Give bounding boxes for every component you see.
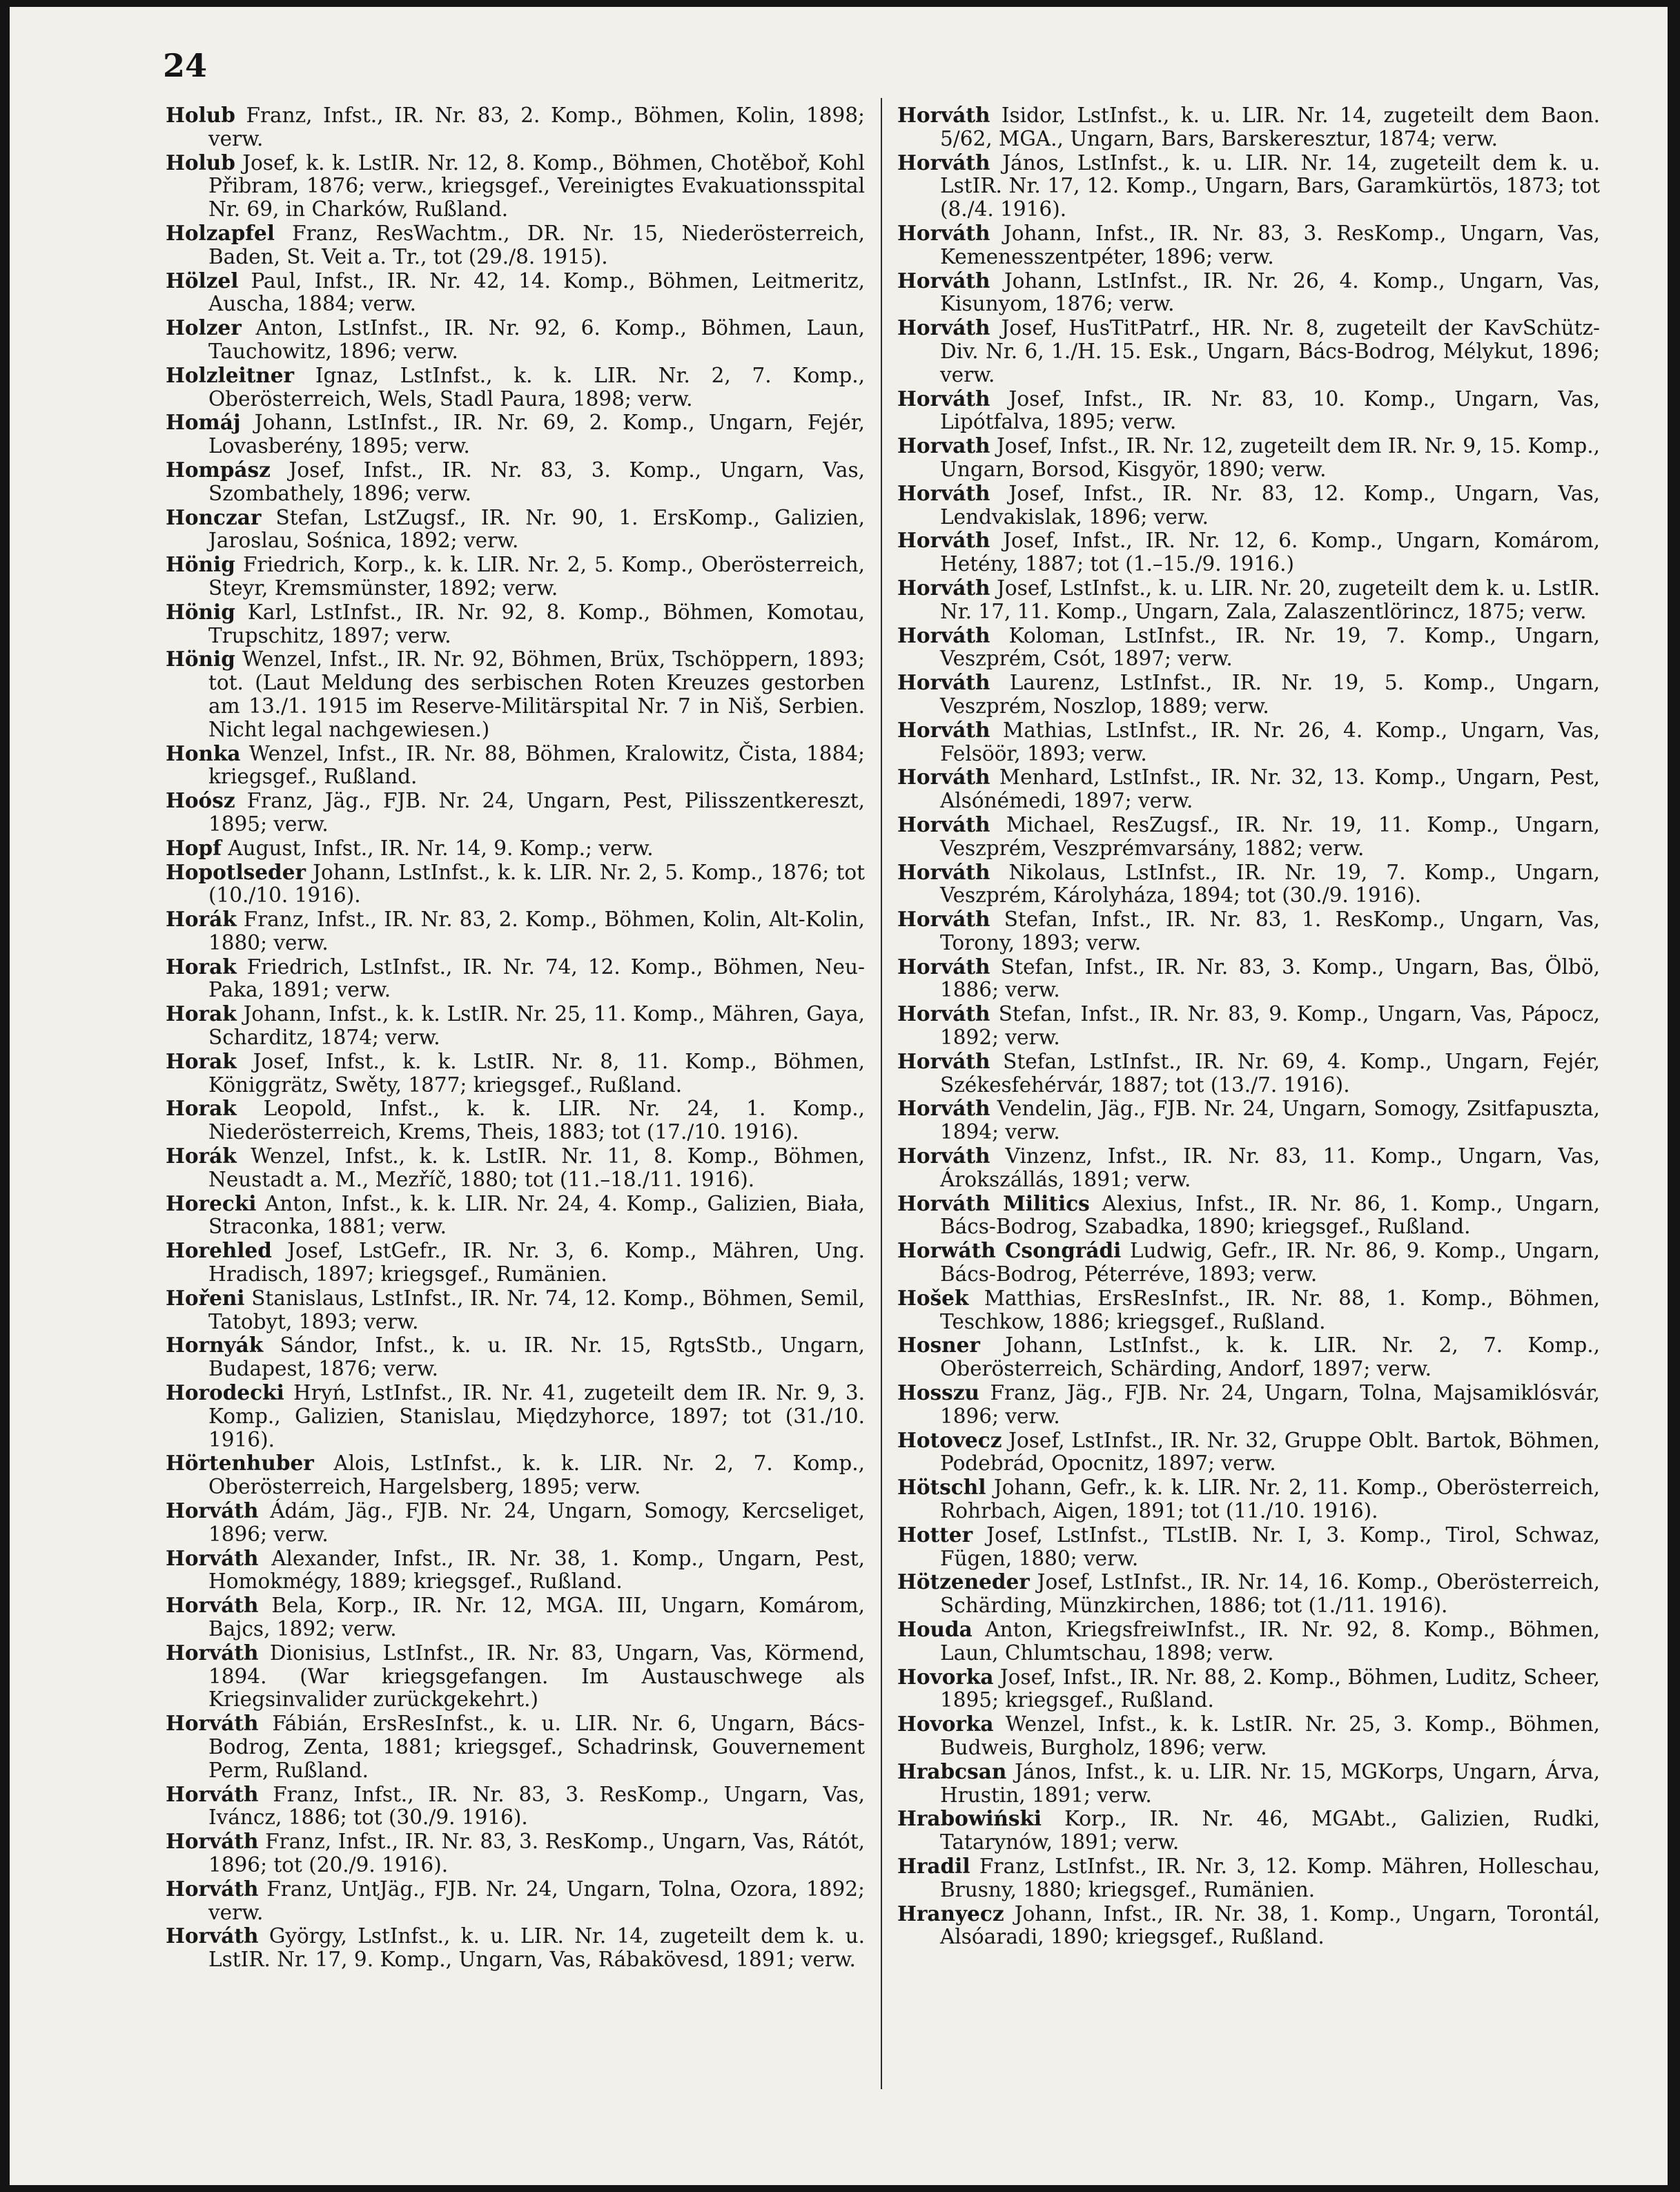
- entry-details: Josef, Infst., IR. Nr. 83, 12. Komp., Ungarn, Vas, Lendvakislak, 1896; verw.: [940, 481, 1601, 529]
- register-entry: [166, 222, 865, 269]
- entry-details: Stefan, LstZugsf., IR. Nr. 90, 1. ErsKomp., Galizien, Jaroslau, Sośnica, 1892; verw.: [208, 505, 865, 553]
- register-entry: [897, 1239, 1600, 1286]
- entry-details: Johann, Infst., k. k. LstIR. Nr. 25, 11. Komp., Mähren, Gaya, Scharditz, 1874; verw.: [208, 1002, 865, 1050]
- entry-surname: Horodecki: [166, 1380, 284, 1405]
- entry-details: Franz, Infst., IR. Nr. 83, 2. Komp., Böhmen, Kolin, 1898; verw.: [208, 104, 865, 150]
- entry-surname: Horak: [166, 1001, 237, 1026]
- entry-details: Josef, LstGefr., IR. Nr. 3, 6. Komp., Mähren, Ung. Hradisch, 1897; kriegsgef., Rumänien.: [208, 1239, 865, 1286]
- entry-details: Wenzel, Infst., IR. Nr. 92, Böhmen, Brüx, Tschöppern, 1893; tot. (Laut Meldung des serbischen Roten Kreuzes gestorben am 13./1. 1915 im Reserve-Militärspital Nr. 7 in Niš, Serbien. Nicht legal nachgewiesen.): [208, 647, 865, 741]
- entry-details: Franz, LstInfst., IR. Nr. 3, 12. Komp. Mähren, Holleschau, Brusny, 1880; kriegsgef., Rumänien.: [940, 1854, 1600, 1901]
- entry-details: Franz, Infst., IR. Nr. 83, 3. ResKomp., Ungarn, Vas, Iváncz, 1886; tot (30./9. 1916).: [208, 1782, 865, 1830]
- entry-surname: Hosner: [897, 1333, 980, 1358]
- entry-details: Josef, Infst., IR. Nr. 12, 6. Komp., Ungarn, Komárom, Hetény, 1887; tot (1.–15./9. 1916.): [940, 529, 1600, 576]
- entry-details: Josef, k. k. LstIR. Nr. 12, 8. Komp., Böhmen, Chotěboř, Kohl Přibram, 1876; verw., kriegsgef., Vereinigtes Evakuationsspital Nr. 69, in Charków, Rußland.: [208, 150, 865, 222]
- entry-details: János, Infst., k. u. LIR. Nr. 15, MGKorps, Ungarn, Árva, Hrustin, 1891; verw.: [940, 1759, 1600, 1807]
- entry-details: Johann, LstInfst., IR. Nr. 69, 2. Komp., Ungarn, Fejér, Lovasberény, 1895; verw.: [208, 411, 865, 458]
- entry-surname: Holzer: [166, 315, 242, 340]
- register-entry: [166, 600, 865, 648]
- register-entry: [897, 222, 1600, 269]
- entry-details: Josef, Infst., IR. Nr. 88, 2. Komp., Böhmen, Luditz, Scheer, 1895; kriegsgef., Rußland.: [940, 1665, 1600, 1712]
- entry-surname: Honczar: [166, 505, 262, 529]
- register-entry: [897, 269, 1600, 317]
- entry-surname: Horák: [166, 1144, 237, 1168]
- register-entry: [897, 1381, 1600, 1429]
- register-entry: [897, 387, 1600, 435]
- entry-surname: Hotovecz: [897, 1427, 1002, 1452]
- entry-details: János, LstInfst., k. u. LIR. Nr. 14, zugeteilt dem k. u. LstIR. Nr. 17, 12. Komp., Ungarn, Bars, Garamkürtös, 1873; tot (8./4. 1916).: [940, 150, 1600, 222]
- register-entry: [897, 1144, 1600, 1192]
- entry-details: Johann, LstInfst., k. k. LIR. Nr. 2, 5. Komp., 1876; tot (10./10. 1916).: [208, 860, 865, 908]
- register-entry: [897, 813, 1600, 861]
- entry-surname: Hopf: [166, 835, 222, 860]
- register-entry: [166, 1144, 865, 1192]
- entry-surname: Horváth: [166, 1711, 259, 1736]
- entry-surname: Horváth: [166, 1640, 259, 1665]
- entry-details: Franz, Jäg., FJB. Nr. 24, Ungarn, Tolna, Majsamiklósvár, 1896; verw.: [940, 1381, 1600, 1428]
- register-entry: [166, 1097, 865, 1144]
- register-entry: [166, 1192, 865, 1240]
- entry-details: Josef, Infst., IR. Nr. 12, zugeteilt dem IR. Nr. 9, 15. Komp., Ungarn, Borsod, Kisgyör, 1890; verw.: [940, 434, 1600, 481]
- register-entry: [897, 316, 1600, 386]
- entry-surname: Horváth: [166, 1593, 259, 1618]
- entry-details: Josef, LstInfst., TLstIB. Nr. I, 3. Komp., Tirol, Schwaz, Fügen, 1880; verw.: [940, 1523, 1600, 1570]
- entry-surname: Holzleitner: [166, 362, 295, 387]
- entry-surname: Hrabowiński: [897, 1806, 1042, 1831]
- register-entry: [897, 1192, 1600, 1240]
- entry-surname: Horváth: [166, 1498, 259, 1523]
- entry-surname: Horváth: [897, 315, 990, 340]
- entry-surname: Hovorka: [897, 1664, 994, 1689]
- register-entry: [166, 1547, 865, 1594]
- entry-details: Anton, Infst., k. k. LIR. Nr. 24, 4. Komp., Galizien, Biała, Straconka, 1881; verw.: [208, 1191, 865, 1239]
- entry-surname: Horváth: [897, 717, 990, 742]
- register-entry: [897, 1665, 1600, 1713]
- entry-details: Hryń, LstInfst., IR. Nr. 41, zugeteilt dem IR. Nr. 9, 3. Komp., Galizien, Stanislau, Międzyhorce, 1897; tot (31./10. 1916).: [208, 1381, 865, 1451]
- document-page: [10, 7, 1668, 2185]
- register-entry: [166, 647, 865, 741]
- register-entry: [897, 482, 1600, 529]
- register-entry: [166, 1594, 865, 1641]
- entry-surname: Hovorka: [897, 1712, 994, 1736]
- register-entry: [897, 718, 1600, 766]
- entry-surname: Horváth: [166, 1781, 259, 1806]
- register-entry: [166, 836, 865, 861]
- entry-details: Josef, Infst., IR. Nr. 83, 10. Komp., Ungarn, Vas, Lipótfalva, 1895; verw.: [940, 386, 1601, 434]
- entry-surname: Houda: [897, 1617, 973, 1641]
- entry-details: Sándor, Infst., k. u. IR. Nr. 15, RgtsStb., Ungarn, Budapest, 1876; verw.: [208, 1333, 865, 1381]
- register-entry: [166, 1451, 865, 1499]
- register-entry: [897, 624, 1600, 672]
- register-entry: [897, 765, 1600, 813]
- entry-details: Johann, LstInfst., k. k. LIR. Nr. 2, 7. Komp., Oberösterreich, Schärding, Andorf, 1897; verw.: [940, 1333, 1600, 1381]
- register-entry: [166, 1499, 865, 1547]
- entry-surname: Horváth Militics: [897, 1191, 1090, 1215]
- entry-details: Josef, LstInfst., IR. Nr. 14, 16. Komp., Oberösterreich, Schärding, Münzkirchen, 1886; tot (1./11. 1916).: [940, 1570, 1600, 1618]
- entry-surname: Horváth: [897, 1096, 990, 1121]
- entry-surname: Honka: [166, 741, 241, 765]
- entry-details: Josef, Infst., IR. Nr. 83, 3. Komp., Ungarn, Vas, Szombathely, 1896; verw.: [208, 458, 865, 505]
- entry-surname: Horváth: [897, 670, 990, 695]
- entry-surname: Hötzeneder: [897, 1569, 1030, 1594]
- register-entry: [897, 434, 1600, 482]
- entry-surname: Hönig: [166, 552, 235, 577]
- entry-surname: Horváth: [166, 1545, 259, 1570]
- entry-details: Leopold, Infst., k. k. LIR. Nr. 24, 1. Komp., Niederösterreich, Krems, Theis, 1883; tot (17./10. 1916).: [208, 1097, 865, 1144]
- entry-surname: Holub: [166, 150, 235, 175]
- entry-details: Dionisius, LstInfst., IR. Nr. 83, Ungarn, Vas, Körmend, 1894. (War kriegsgefangen. Im Austauschwege als Kriegsinvalider zurückgekehrt.): [208, 1641, 865, 1712]
- entry-details: Johann, LstInfst., IR. Nr. 26, 4. Komp., Ungarn, Vas, Kisunyom, 1876; verw.: [940, 268, 1600, 316]
- page-number: 24: [163, 47, 208, 84]
- entry-details: Stefan, LstInfst., IR. Nr. 69, 4. Komp., Ungarn, Fejér, Székesfehérvár, 1887; tot (13./7. 1916).: [940, 1049, 1600, 1097]
- register-entry: [166, 955, 865, 1003]
- entry-surname: Horváth: [897, 103, 990, 127]
- entry-details: Ludwig, Gefr., IR. Nr. 86, 9. Komp., Ungarn, Bács-Bodrog, Péterréve, 1893; verw.: [940, 1239, 1600, 1286]
- register-entry: [897, 1050, 1600, 1097]
- entry-details: Wenzel, Infst., k. k. LstIR. Nr. 25, 3. Komp., Böhmen, Budweis, Burgholz, 1896; verw.: [940, 1712, 1600, 1759]
- entry-surname: Horak: [166, 954, 237, 979]
- register-entry: [166, 104, 865, 151]
- register-entry: [897, 576, 1600, 624]
- entry-surname: Horwáth Csongrádi: [897, 1238, 1122, 1263]
- entry-surname: Hradil: [897, 1853, 970, 1878]
- register-entry: [166, 1783, 865, 1830]
- entry-details: Paul, Infst., IR. Nr. 42, 14. Komp., Böhmen, Leitmeritz, Auscha, 1884; verw.: [208, 268, 865, 316]
- entry-surname: Horváth: [897, 1001, 990, 1026]
- entry-surname: Hořeni: [166, 1285, 245, 1310]
- entry-surname: Holzapfel: [166, 220, 275, 245]
- register-entry: [897, 671, 1600, 718]
- entry-details: Franz, UntJäg., FJB. Nr. 24, Ungarn, Tolna, Ozora, 1892; verw.: [208, 1877, 865, 1924]
- register-entry: [166, 1712, 865, 1782]
- entry-surname: Hornyák: [166, 1333, 264, 1358]
- register-entry: [166, 411, 865, 458]
- register-entry: [166, 1830, 865, 1877]
- right-column: [897, 104, 1600, 1949]
- entry-details: Vendelin, Jäg., FJB. Nr. 24, Ungarn, Somogy, Zsitfapuszta, 1894; verw.: [940, 1097, 1600, 1144]
- register-entry: [897, 1618, 1600, 1665]
- register-entry: [166, 316, 865, 364]
- entry-surname: Horváth: [897, 1144, 990, 1168]
- register-entry: [897, 908, 1600, 955]
- entry-details: Stefan, Infst., IR. Nr. 83, 3. Komp., Ungarn, Bas, Ölbö, 1886; verw.: [940, 955, 1600, 1002]
- entry-details: Koloman, LstInfst., IR. Nr. 19, 7. Komp., Ungarn, Veszprém, Csót, 1897; verw.: [940, 623, 1600, 671]
- register-entry: [897, 529, 1600, 576]
- register-entry: [166, 1286, 865, 1334]
- register-entry: [166, 908, 865, 955]
- register-entry: [897, 1286, 1600, 1334]
- entry-surname: Horvath: [897, 433, 990, 458]
- register-entry: [897, 151, 1600, 222]
- register-entry: [897, 955, 1600, 1003]
- register-entry: [897, 1855, 1600, 1902]
- register-entry: [166, 1924, 865, 1972]
- entry-details: Ádám, Jäg., FJB. Nr. 24, Ungarn, Somogy, Kercseliget, 1896; verw.: [208, 1499, 865, 1546]
- register-entry: [166, 1050, 865, 1097]
- register-entry: [897, 1002, 1600, 1050]
- register-entry: [166, 506, 865, 554]
- entry-details: Wenzel, Infst., k. k. LstIR. Nr. 11, 8. Komp., Böhmen, Neustadt a. M., Mezříč, 1880; tot (11.–18./11. 1916).: [208, 1144, 865, 1191]
- register-entry: [897, 1570, 1600, 1618]
- entry-details: Franz, Infst., IR. Nr. 83, 2. Komp., Böhmen, Kolin, Alt-Kolin, 1880; verw.: [208, 908, 865, 955]
- entry-details: Matthias, ErsResInfst., IR. Nr. 88, 1. Komp., Böhmen, Teschkow, 1886; kriegsgef., Rußland.: [940, 1286, 1600, 1333]
- entry-details: Josef, LstInfst., IR. Nr. 32, Gruppe Oblt. Bartok, Böhmen, Podebrád, Opocnitz, 1897; verw.: [940, 1428, 1600, 1476]
- entry-details: Josef, LstInfst., k. u. LIR. Nr. 20, zugeteilt dem k. u. LstIR. Nr. 17, 11. Komp., Ungarn, Zala, Zalaszentlörincz, 1875; verw.: [940, 576, 1600, 623]
- entry-surname: Horváth: [897, 812, 990, 836]
- entry-surname: Hosszu: [897, 1380, 979, 1405]
- register-entry: [897, 1807, 1600, 1855]
- entry-details: Franz, Infst., IR. Nr. 83, 3. ResKomp., Ungarn, Vas, Rátót, 1896; tot (20./9. 1916).: [208, 1830, 865, 1877]
- entry-details: Johann, Infst., IR. Nr. 38, 1. Komp., Ungarn, Torontál, Alsóaradi, 1890; kriegsgef., Rußland.: [940, 1901, 1600, 1949]
- register-entry: [166, 1002, 865, 1050]
- entry-details: Mathias, LstInfst., IR. Nr. 26, 4. Komp., Ungarn, Vas, Felsöör, 1893; verw.: [940, 718, 1600, 765]
- entry-details: Stefan, Infst., IR. Nr. 83, 1. ResKomp., Ungarn, Vas, Torony, 1893; verw.: [940, 908, 1600, 955]
- column-divider: [881, 98, 882, 2089]
- register-entry: [897, 1429, 1600, 1476]
- entry-details: Anton, KriegsfreiwInfst., IR. Nr. 92, 8. Komp., Böhmen, Laun, Chlumtschau, 1898; verw.: [940, 1618, 1600, 1665]
- entry-details: Isidor, LstInfst., k. u. LIR. Nr. 14, zugeteilt dem Baon. 5/62, MGA., Ungarn, Bars, Barskeresztur, 1874; verw.: [940, 104, 1600, 150]
- entry-surname: Hrabcsan: [897, 1759, 1007, 1783]
- register-entry: [166, 364, 865, 411]
- entry-details: Alexander, Infst., IR. Nr. 38, 1. Komp., Ungarn, Pest, Homokmégy, 1889; kriegsgef., Rußland.: [208, 1546, 865, 1594]
- register-entry: [166, 151, 865, 222]
- entry-details: Johann, Infst., IR. Nr. 83, 3. ResKomp., Ungarn, Vas, Kemenesszentpéter, 1896; verw.: [940, 221, 1600, 268]
- entry-surname: Horváth: [897, 150, 990, 175]
- entry-surname: Hötschl: [897, 1475, 986, 1500]
- entry-details: Alexius, Infst., IR. Nr. 86, 1. Komp., Ungarn, Bács-Bodrog, Szabadka, 1890; kriegsgef., Rußland.: [940, 1191, 1600, 1239]
- entry-details: Stanislaus, LstInfst., IR. Nr. 74, 12. Komp., Böhmen, Semil, Tatobyt, 1893; verw.: [208, 1286, 865, 1333]
- entry-details: Franz, Jäg., FJB. Nr. 24, Ungarn, Pest, Pilisszentkereszt, 1895; verw.: [208, 789, 865, 836]
- register-entry: [166, 1333, 865, 1381]
- entry-details: Laurenz, LstInfst., IR. Nr. 19, 5. Komp., Ungarn, Veszprém, Noszlop, 1889; verw.: [940, 671, 1600, 718]
- entry-details: Vinzenz, Infst., IR. Nr. 83, 11. Komp., Ungarn, Vas, Árokszállás, 1891; verw.: [940, 1144, 1600, 1191]
- entry-details: Alois, LstInfst., k. k. LIR. Nr. 2, 7. Komp., Oberösterreich, Hargelsberg, 1895; verw.: [208, 1451, 865, 1499]
- entry-surname: Hotter: [897, 1522, 973, 1547]
- entry-surname: Horak: [166, 1048, 237, 1073]
- entry-surname: Horváth: [897, 954, 990, 979]
- entry-details: Friedrich, Korp., k. k. LIR. Nr. 2, 5. Komp., Oberösterreich, Steyr, Kremsmünster, 1892; verw.: [208, 553, 865, 600]
- register-entry: [897, 104, 1600, 151]
- entry-surname: Horváth: [897, 1048, 990, 1073]
- entry-surname: Horváth: [897, 623, 990, 647]
- entry-details: Wenzel, Infst., IR. Nr. 88, Böhmen, Kralowitz, Čista, 1884; kriegsgef., Rußland.: [208, 741, 865, 789]
- entry-details: Menhard, LstInfst., IR. Nr. 32, 13. Komp., Ungarn, Pest, Alsónémedi, 1897; verw.: [940, 765, 1600, 813]
- entry-surname: Horváth: [897, 907, 990, 932]
- register-entry: [166, 861, 865, 908]
- entry-surname: Holub: [166, 103, 235, 127]
- entry-surname: Horváth: [166, 1829, 259, 1854]
- entry-details: Stefan, Infst., IR. Nr. 83, 9. Komp., Ungarn, Vas, Pápocz, 1892; verw.: [940, 1002, 1600, 1050]
- entry-details: Ignaz, LstInfst., k. k. LIR. Nr. 2, 7. Komp., Oberösterreich, Wels, Stadl Paura, 1898; verw.: [208, 363, 865, 411]
- register-entry: [166, 553, 865, 600]
- entry-details: Michael, ResZugsf., IR. Nr. 19, 11. Komp., Ungarn, Veszprém, Veszprémvarsány, 1882; verw.: [940, 812, 1600, 860]
- entry-surname: Horváth: [897, 480, 990, 505]
- entry-surname: Hönig: [166, 599, 235, 624]
- entry-surname: Horváth: [897, 386, 990, 411]
- entry-surname: Hopotlseder: [166, 859, 306, 884]
- entry-details: György, LstInfst., k. u. LIR. Nr. 14, zugeteilt dem k. u. LstIR. Nr. 17, 9. Komp., Ungarn, Vas, Rábakövesd, 1891; verw.: [208, 1924, 865, 1972]
- entry-surname: Horecki: [166, 1191, 257, 1215]
- register-entry: [897, 1333, 1600, 1381]
- entry-surname: Hoósz: [166, 788, 235, 813]
- entry-surname: Horváth: [166, 1924, 259, 1948]
- entry-details: Karl, LstInfst., IR. Nr. 92, 8. Komp., Böhmen, Komotau, Trupschitz, 1897; verw.: [208, 600, 865, 647]
- entry-surname: Hörtenhuber: [166, 1451, 314, 1476]
- entry-surname: Hranyecz: [897, 1901, 1004, 1926]
- entry-surname: Horváth: [897, 220, 990, 245]
- entry-surname: Horváth: [897, 528, 990, 553]
- entry-surname: Hompász: [166, 457, 271, 482]
- entry-surname: Horák: [166, 907, 237, 932]
- entry-surname: Horváth: [897, 268, 990, 293]
- entry-surname: Horváth: [897, 575, 990, 600]
- register-entry: [897, 1760, 1600, 1808]
- register-entry: [897, 1476, 1600, 1523]
- entry-details: August, Infst., IR. Nr. 14, 9. Komp.; verw.: [228, 836, 654, 860]
- entry-surname: Horváth: [166, 1876, 259, 1901]
- register-entry: [166, 1239, 865, 1286]
- register-entry: [897, 1523, 1600, 1571]
- entry-surname: Horváth: [897, 859, 990, 884]
- entry-details: Friedrich, LstInfst., IR. Nr. 74, 12. Komp., Böhmen, Neu-Paka, 1891; verw.: [208, 955, 865, 1002]
- entry-details: Josef, HusTitPatrf., HR. Nr. 8, zugeteilt der KavSchütz-Div. Nr. 6, 1./H. 15. Esk., Ungarn, Bács-Bodrog, Mélykut, 1896; verw.: [940, 316, 1600, 386]
- register-entry: [897, 1902, 1600, 1950]
- entry-details: Korp., IR. Nr. 46, MGAbt., Galizien, Rudki, Tatarynów, 1891; verw.: [940, 1807, 1600, 1855]
- entry-details: Nikolaus, LstInfst., IR. Nr. 19, 7. Komp., Ungarn, Veszprém, Károlyháza, 1894; tot (30./9. 1916).: [940, 860, 1600, 908]
- entry-details: Josef, Infst., k. k. LstIR. Nr. 8, 11. Komp., Böhmen, Königgrätz, Swěty, 1877; kriegsgef., Rußland.: [208, 1049, 865, 1097]
- register-entry: [166, 742, 865, 790]
- entry-surname: Hölzel: [166, 268, 239, 293]
- register-entry: [166, 1381, 865, 1451]
- register-entry: [897, 1097, 1600, 1144]
- register-entry: [166, 1641, 865, 1712]
- register-entry: [166, 789, 865, 836]
- entry-details: Johann, Gefr., k. k. LIR. Nr. 2, 11. Komp., Oberösterreich, Rohrbach, Aigen, 1891; tot (11./10. 1916).: [940, 1476, 1600, 1523]
- entry-details: Franz, ResWachtm., DR. Nr. 15, Niederösterreich, Baden, St. Veit a. Tr., tot (29./8. 1915).: [208, 221, 865, 268]
- register-entry: [166, 269, 865, 317]
- register-entry: [897, 861, 1600, 908]
- entry-surname: Horváth: [897, 765, 990, 790]
- entry-surname: Horehled: [166, 1238, 272, 1263]
- entry-details: Fábián, ErsResInfst., k. u. LIR. Nr. 6, Ungarn, Bács-Bodrog, Zenta, 1881; kriegsgef., Schadrinsk, Gouvernement Perm, Rußland.: [208, 1712, 865, 1782]
- register-entry: [897, 1712, 1600, 1760]
- entry-surname: Hošek: [897, 1285, 969, 1310]
- left-column: [166, 104, 865, 1972]
- entry-surname: Homáj: [166, 410, 241, 435]
- entry-details: Anton, LstInfst., IR. Nr. 92, 6. Komp., Böhmen, Laun, Tauchowitz, 1896; verw.: [208, 316, 865, 363]
- entry-surname: Horak: [166, 1096, 237, 1121]
- register-entry: [166, 1877, 865, 1925]
- entry-details: Bela, Korp., IR. Nr. 12, MGA. III, Ungarn, Komárom, Bajcs, 1892; verw.: [208, 1594, 865, 1641]
- entry-surname: Hönig: [166, 647, 235, 672]
- register-entry: [166, 458, 865, 506]
